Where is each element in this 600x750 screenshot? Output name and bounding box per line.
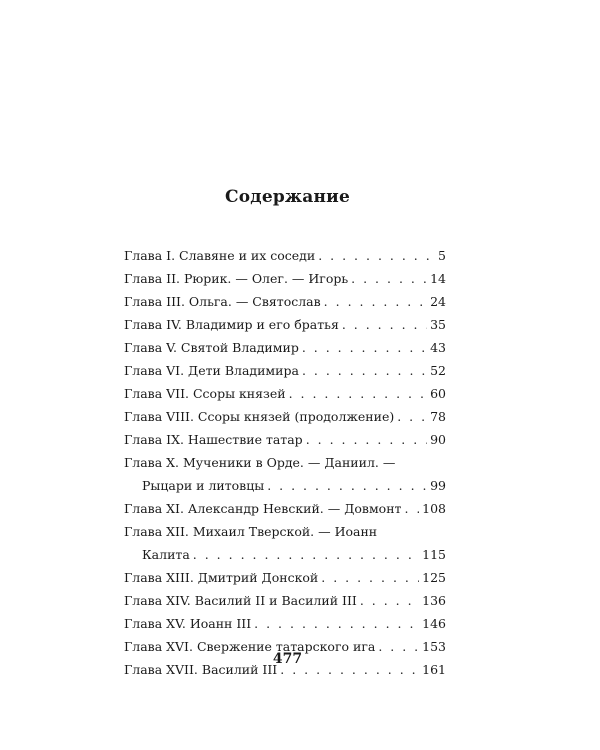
toc-entry-line [124, 589, 446, 612]
toc-entry-line [124, 267, 446, 290]
toc-entry-page: 125 [422, 570, 446, 585]
dot-leader [324, 290, 427, 313]
toc-entry-page: 146 [422, 616, 446, 631]
toc-entry-label: Глава XV. Иоанн III [124, 616, 252, 631]
toc-entry-page: 108 [422, 501, 446, 516]
dot-leader [397, 405, 427, 428]
dot-leader [342, 313, 427, 336]
toc-entry [124, 428, 446, 451]
toc-entry-line [124, 520, 446, 543]
toc-entry-page: 136 [422, 593, 446, 608]
toc-entry-label: Глава XI. Александр Невский. — Довмонт [124, 501, 402, 516]
toc-entry-line [124, 290, 446, 313]
toc-entry [124, 244, 446, 267]
dot-leader [404, 497, 419, 520]
toc-entry-label: Глава III. Ольга. — Святослав [124, 294, 321, 309]
dot-leader [302, 336, 427, 359]
toc-entry-page: 5 [438, 248, 446, 263]
toc-entry-line [124, 428, 446, 451]
dot-leader [321, 566, 419, 589]
toc-entry [124, 451, 446, 497]
toc-entry [124, 359, 446, 382]
toc-entry-page: 52 [430, 363, 446, 378]
toc-entry-label: Глава IX. Нашествие татар [124, 432, 303, 447]
toc-entry-label: Глава XIII. Дмитрий Донской [124, 570, 319, 585]
toc-entry-label: Глава I. Славяне и их соседи [124, 248, 316, 263]
toc-entry-page: 14 [430, 271, 446, 286]
dot-leader [318, 244, 435, 267]
dot-leader [267, 474, 427, 497]
toc-entry [124, 267, 446, 290]
toc-entry-continuation [124, 543, 446, 566]
toc-entry [124, 497, 446, 520]
toc-entry-line [124, 451, 446, 474]
toc-entry-page: 43 [430, 340, 446, 355]
toc-entry [124, 612, 446, 635]
toc-entry-label: Глава V. Святой Владимир [124, 340, 299, 355]
dot-leader [351, 267, 427, 290]
toc-entry-page: 60 [430, 386, 446, 401]
toc-entry-line [124, 336, 446, 359]
toc-entry [124, 382, 446, 405]
dot-leader [306, 428, 427, 451]
toc-entry [124, 336, 446, 359]
toc-entry-label: Глава XIV. Василий II и Василий III [124, 593, 357, 608]
toc-entry-line [124, 405, 446, 428]
toc-entry-page: 153 [422, 639, 446, 654]
toc-entry [124, 520, 446, 566]
dot-leader [254, 612, 419, 635]
toc-entry-label: Глава IV. Владимир и его братья [124, 317, 339, 332]
toc-entry-page: 90 [430, 432, 446, 447]
toc-entry-label: Глава XVII. Василий III [124, 662, 278, 677]
toc-entry-page: 115 [422, 547, 446, 562]
toc-entry-label: Глава XII. Михаил Тверской. — Иоанн [124, 524, 378, 539]
toc-entry-page: 24 [430, 294, 446, 309]
toc-entry [124, 589, 446, 612]
toc-entry-page: 99 [430, 478, 446, 493]
toc-entry-page: 78 [430, 409, 446, 424]
toc-entry-continuation [124, 474, 446, 497]
toc-entry [124, 566, 446, 589]
dot-leader [193, 543, 419, 566]
toc-entry [124, 313, 446, 336]
toc-entry-page: 35 [430, 317, 446, 332]
page-title: Содержание [225, 187, 350, 207]
toc-entry-line [124, 359, 446, 382]
toc-entry-line [124, 497, 446, 520]
toc-entry-line [124, 313, 446, 336]
toc-entry-label: Глава XVI. Свержение татарского ига [124, 639, 376, 654]
dot-leader [360, 589, 419, 612]
toc-entry [124, 405, 446, 428]
toc-entry-label: Глава VI. Дети Владимира [124, 363, 299, 378]
dot-leader [289, 382, 428, 405]
toc-entry-label: Калита [142, 547, 190, 562]
toc-entry [124, 290, 446, 313]
page-number: 477 [272, 651, 303, 667]
dot-leader [302, 359, 427, 382]
toc-entry-line [124, 244, 446, 267]
toc-entry-label: Глава X. Мученики в Орде. — Даниил. — [124, 455, 396, 470]
toc-entry-label: Глава VIII. Ссоры князей (продолжение) [124, 409, 395, 424]
toc-entry-line [124, 566, 446, 589]
toc-entry-page: 161 [422, 662, 446, 677]
toc-entry-line [124, 612, 446, 635]
toc-entry-label: Глава VII. Ссоры князей [124, 386, 286, 401]
toc-entry-line [124, 382, 446, 405]
toc-entry-label: Рыцари и литовцы [142, 478, 265, 493]
table-of-contents [124, 244, 446, 681]
toc-entry-label: Глава II. Рюрик. — Олег. — Игорь [124, 271, 349, 286]
